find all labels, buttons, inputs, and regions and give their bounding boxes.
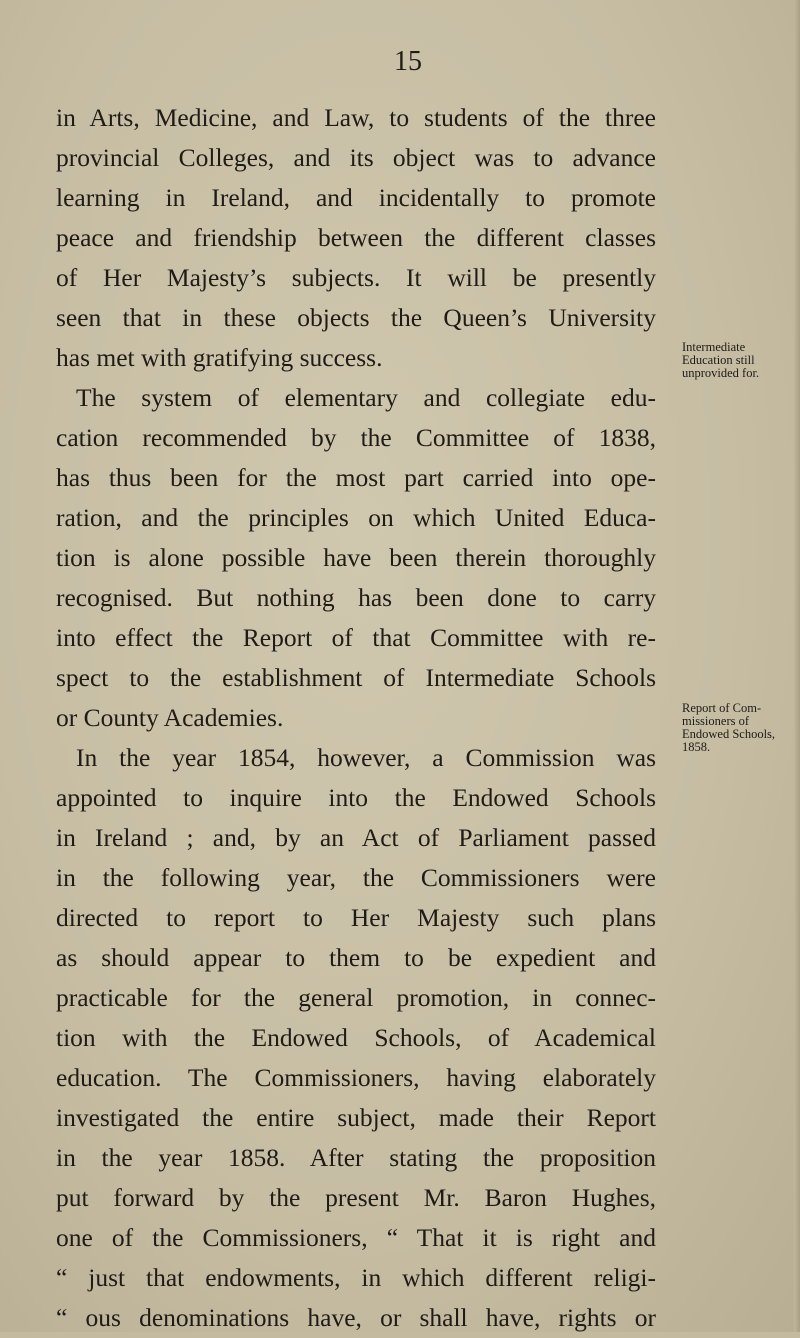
text-line: put forward by the present Mr. Baron Hughes, xyxy=(56,1183,656,1212)
text-line: spect to the establishment of Intermediate Schools xyxy=(56,663,656,692)
text-line: tion is alone possible have been therein thoroughly xyxy=(56,543,656,572)
text-line: into effect the Report of that Committee with re- xyxy=(56,623,656,652)
text-line: in Arts, Medicine, and Law, to students of the three xyxy=(56,103,656,132)
text-line: education. The Commissioners, having elaborately xyxy=(56,1063,656,1092)
text-line: one of the Commissioners, “ That it is right and xyxy=(56,1223,656,1252)
text-line: in the following year, the Commissioners were xyxy=(56,863,656,892)
text-line: cation recommended by the Committee of 1838, xyxy=(56,423,656,452)
margin-note-line: missioners of xyxy=(682,714,750,728)
text-line: “ ous denominations have, or shall have, rights or xyxy=(56,1303,656,1332)
text-line: has thus been for the most part carried into ope- xyxy=(56,463,656,492)
text-line: In the year 1854, however, a Commission was xyxy=(76,743,656,772)
margin-note-line: Report of Com- xyxy=(682,701,762,715)
text-line: ration, and the principles on which United Educa- xyxy=(56,503,656,532)
text-line: seen that in these objects the Queen’s University xyxy=(56,303,656,332)
margin-note-line: Endowed Schools, xyxy=(682,727,776,741)
text-line: in Ireland ; and, by an Act of Parliament passed xyxy=(56,823,656,852)
text-line: recognised. But nothing has been done to carry xyxy=(56,583,656,612)
text-line: provincial Colleges, and its object was to advance xyxy=(56,143,656,172)
margin-note-intermediate-education xyxy=(682,341,800,380)
text-line: as should appear to them to be expedient and xyxy=(56,943,656,972)
margin-note-line: Intermediate xyxy=(682,340,746,354)
text-line: The system of elementary and collegiate edu- xyxy=(76,383,656,412)
margin-note-report-of-commissioners xyxy=(682,702,800,754)
text-line: peace and friendship between the different classes xyxy=(56,223,656,252)
text-line: practicable for the general promotion, in connec- xyxy=(56,983,656,1012)
text-line: “ just that endowments, in which different religi- xyxy=(56,1263,656,1292)
text-line: directed to report to Her Majesty such plans xyxy=(56,903,656,932)
margin-note-line: Education still xyxy=(682,353,755,367)
page-edge xyxy=(794,0,800,1332)
page-number: 15 xyxy=(394,46,422,77)
margin-note-line: unprovided for. xyxy=(682,366,760,380)
text-line: in the year 1858. After stating the proposition xyxy=(56,1143,656,1172)
text-line: of Her Majesty’s subjects. It will be presently xyxy=(56,263,656,292)
text-line: appointed to inquire into the Endowed Schools xyxy=(56,783,656,812)
text-line: has met with gratifying success. xyxy=(56,343,383,372)
text-line: investigated the entire subject, made their Report xyxy=(56,1103,656,1132)
text-line: tion with the Endowed Schools, of Academical xyxy=(56,1023,656,1052)
margin-note-line: 1858. xyxy=(682,740,711,754)
text-line: learning in Ireland, and incidentally to promote xyxy=(56,183,656,212)
text-line: or County Academies. xyxy=(56,703,284,732)
